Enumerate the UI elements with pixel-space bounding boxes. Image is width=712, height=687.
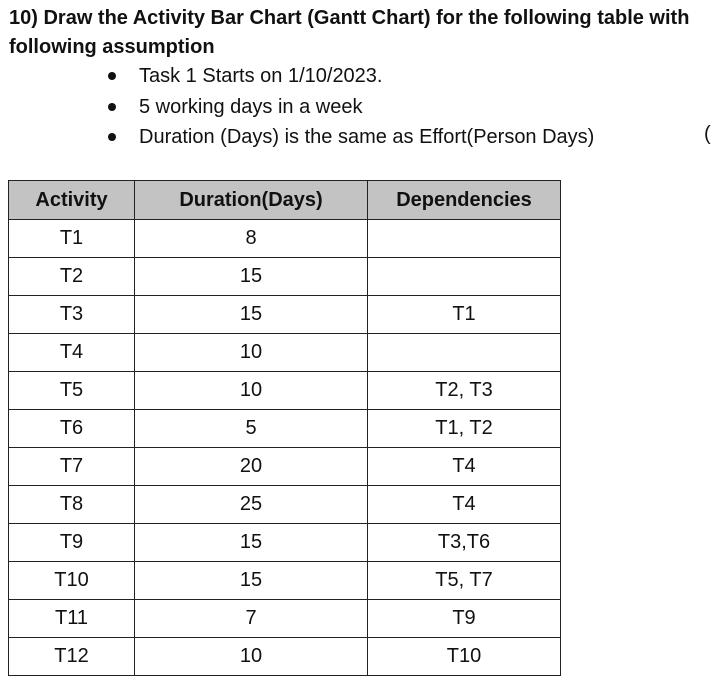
cell-duration: 7 bbox=[135, 600, 368, 638]
cell-duration: 10 bbox=[135, 334, 368, 372]
bullet-icon bbox=[108, 133, 116, 141]
assumption-text: Duration (Days) is the same as Effort(Person Days) bbox=[139, 126, 595, 148]
cell-duration: 10 bbox=[135, 638, 368, 676]
cell-dependencies bbox=[368, 220, 561, 258]
table-row bbox=[9, 296, 561, 334]
cell-activity: T1 bbox=[9, 220, 135, 258]
cell-activity: T10 bbox=[9, 562, 135, 600]
cell-duration: 10 bbox=[135, 372, 368, 410]
bullet-icon bbox=[108, 72, 116, 80]
cell-activity: T3 bbox=[9, 296, 135, 334]
cell-activity: T12 bbox=[9, 638, 135, 676]
table-row bbox=[9, 562, 561, 600]
cell-activity: T7 bbox=[9, 448, 135, 486]
cell-dependencies bbox=[368, 258, 561, 296]
bullet-icon bbox=[108, 103, 116, 111]
table-row bbox=[9, 410, 561, 448]
question-text bbox=[9, 4, 712, 62]
table-row bbox=[9, 600, 561, 638]
table-row bbox=[9, 448, 561, 486]
question-line-2: following assumption bbox=[9, 36, 215, 58]
cell-duration: 20 bbox=[135, 448, 368, 486]
table-row bbox=[9, 334, 561, 372]
cell-duration: 15 bbox=[135, 296, 368, 334]
cell-dependencies: T3,T6 bbox=[368, 524, 561, 562]
assumption-item bbox=[104, 92, 594, 123]
cell-duration: 15 bbox=[135, 258, 368, 296]
table-header-row bbox=[9, 181, 561, 220]
cell-activity: T2 bbox=[9, 258, 135, 296]
header-duration: Duration(Days) bbox=[135, 181, 368, 220]
cell-dependencies: T5, T7 bbox=[368, 562, 561, 600]
cell-dependencies: T9 bbox=[368, 600, 561, 638]
assumptions-list bbox=[104, 61, 594, 153]
cell-duration: 8 bbox=[135, 220, 368, 258]
cell-duration: 5 bbox=[135, 410, 368, 448]
table-row bbox=[9, 372, 561, 410]
cell-dependencies: T4 bbox=[368, 486, 561, 524]
header-activity: Activity bbox=[9, 181, 135, 220]
cell-activity: T8 bbox=[9, 486, 135, 524]
header-dependencies: Dependencies bbox=[368, 181, 561, 220]
table-row bbox=[9, 220, 561, 258]
cell-dependencies: T2, T3 bbox=[368, 372, 561, 410]
table-row bbox=[9, 524, 561, 562]
cell-activity: T6 bbox=[9, 410, 135, 448]
cell-duration: 25 bbox=[135, 486, 368, 524]
cell-duration: 15 bbox=[135, 562, 368, 600]
cell-activity: T4 bbox=[9, 334, 135, 372]
cell-dependencies: T1 bbox=[368, 296, 561, 334]
cell-dependencies: T10 bbox=[368, 638, 561, 676]
assumption-item bbox=[104, 122, 594, 153]
cell-dependencies: T4 bbox=[368, 448, 561, 486]
table-row bbox=[9, 638, 561, 676]
cell-dependencies bbox=[368, 334, 561, 372]
table-row bbox=[9, 258, 561, 296]
cut-off-character: ( bbox=[704, 123, 711, 145]
table-row bbox=[9, 486, 561, 524]
assumption-item bbox=[104, 61, 594, 92]
question-line-1: 10) Draw the Activity Bar Chart (Gantt Chart) for the following table with bbox=[9, 7, 690, 29]
cell-dependencies: T1, T2 bbox=[368, 410, 561, 448]
activity-table bbox=[8, 180, 561, 676]
assumption-text: Task 1 Starts on 1/10/2023. bbox=[139, 65, 383, 87]
cell-activity: T11 bbox=[9, 600, 135, 638]
cell-activity: T5 bbox=[9, 372, 135, 410]
cell-duration: 15 bbox=[135, 524, 368, 562]
assumption-text: 5 working days in a week bbox=[139, 95, 363, 118]
cell-activity: T9 bbox=[9, 524, 135, 562]
